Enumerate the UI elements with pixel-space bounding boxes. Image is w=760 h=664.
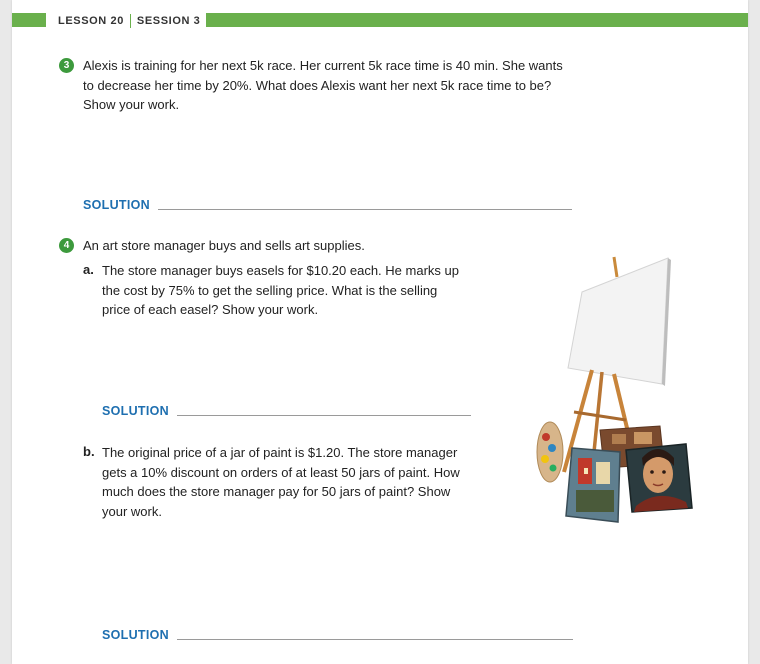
problem-4b-line-3: much does the store manager pay for 50 jars of paint? Show <box>102 484 451 499</box>
problem-4b-letter: b. <box>83 444 95 459</box>
lesson-session-label <box>58 14 200 28</box>
problem-3-text <box>83 56 603 115</box>
worksheet-page <box>12 0 748 664</box>
problem-3-number-badge: 3 <box>59 58 74 73</box>
problem-4b-answer-line[interactable] <box>177 639 573 640</box>
problem-4b-solution-label: SOLUTION <box>102 628 169 642</box>
problem-4b-line-1: The original price of a jar of paint is $1.20. The store manager <box>102 445 458 460</box>
problem-4a-solution-label: SOLUTION <box>102 404 169 418</box>
problem-4b-text <box>102 443 492 521</box>
problem-4a-line-2: the cost by 75% to get the selling price. What is the selling <box>102 282 438 298</box>
problem-3-solution <box>83 198 572 212</box>
problem-3-line-3: Show your work. <box>83 97 180 112</box>
problem-4-number-badge: 4 <box>59 238 74 253</box>
problem-3-line-1: Alexis is training for her next 5k race. Her current 5k race time is 40 min. She wants <box>83 58 563 73</box>
problem-3-answer-line[interactable] <box>158 209 572 210</box>
header-accent-bar-left <box>12 13 46 27</box>
problem-3-solution-label: SOLUTION <box>83 198 150 212</box>
problem-4a-text <box>102 261 482 320</box>
problem-4a-letter: a. <box>83 262 94 277</box>
problem-4b-line-4: your work. <box>102 503 162 519</box>
problem-4-intro: An art store manager buys and sells art supplies. <box>83 238 365 253</box>
problem-4a-solution <box>102 404 471 418</box>
problem-4a-line-3: price of each easel? Show your work. <box>102 302 319 317</box>
header-accent-bar-right <box>206 13 748 27</box>
problem-3-line-2: to decrease her time by 20%. What does Alexis want her next 5k race time to be? <box>83 77 552 93</box>
lesson-label: LESSON 20 <box>58 15 124 27</box>
session-label: SESSION 3 <box>136 15 201 27</box>
problem-4b-solution <box>102 628 573 642</box>
header-separator <box>130 14 131 28</box>
problem-4a-answer-line[interactable] <box>177 415 471 416</box>
problem-4b-line-2: gets a 10% discount on orders of at least 50 jars of paint. How <box>102 464 460 480</box>
problem-4a-line-1: The store manager buys easels for $10.20 each. He marks up <box>102 263 459 278</box>
easel-with-paintings-icon <box>522 252 697 532</box>
